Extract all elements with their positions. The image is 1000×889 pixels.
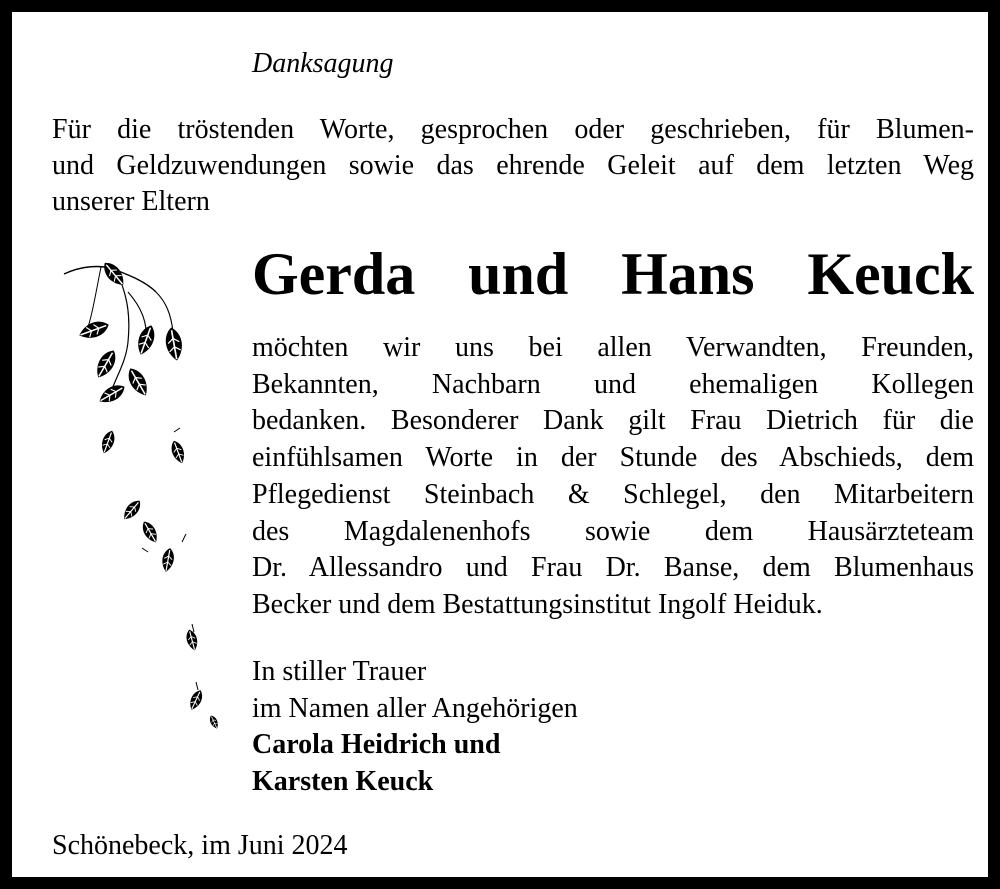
intro-line: Für die tröstenden Worte, gesprochen oder geschrieben, für Blumen- (52, 114, 974, 145)
thanks-paragraph (252, 330, 974, 624)
falling-leaves-icon (56, 252, 236, 742)
closing-line: im Namen aller Angehörigen (252, 692, 578, 724)
intro-line: unserer Eltern (52, 186, 210, 217)
thanks-line: des Magdalenenhofs sowie dem Hausärzteteam (252, 515, 974, 547)
intro-paragraph (52, 112, 974, 220)
intro-line: und Geldzuwendungen sowie das ehrende Geleit auf dem letzten Weg (52, 150, 974, 181)
notice-heading: Danksagung (252, 48, 394, 79)
thanks-line: möchten wir uns bei allen Verwandten, Freunden, (252, 332, 974, 363)
deceased-names: Gerda und Hans Keuck (252, 241, 974, 307)
signature-line: Karsten Keuck (252, 766, 434, 798)
place-and-date: Schönebeck, im Juni 2024 (52, 830, 348, 861)
thanks-line: Becker und dem Bestattungsinstitut Ingolf Heiduk. (252, 588, 823, 620)
signature-line: Carola Heidrich und (252, 729, 501, 761)
closing-block (252, 654, 578, 801)
thanks-line: Dr. Allessandro und Frau Dr. Banse, dem Blumenhaus (252, 552, 974, 584)
thanks-line: Pflegedienst Steinbach & Schlegel, den Mitarbeitern (252, 478, 974, 510)
thanks-line: Bekannten, Nachbarn und ehemaligen Kollegen (252, 368, 974, 400)
closing-line: In stiller Trauer (252, 656, 427, 687)
thanks-line: einfühlsamen Worte in der Stunde des Abschieds, dem (252, 442, 974, 474)
thanks-line: bedanken. Besonderer Dank gilt Frau Dietrich für die (252, 405, 974, 437)
